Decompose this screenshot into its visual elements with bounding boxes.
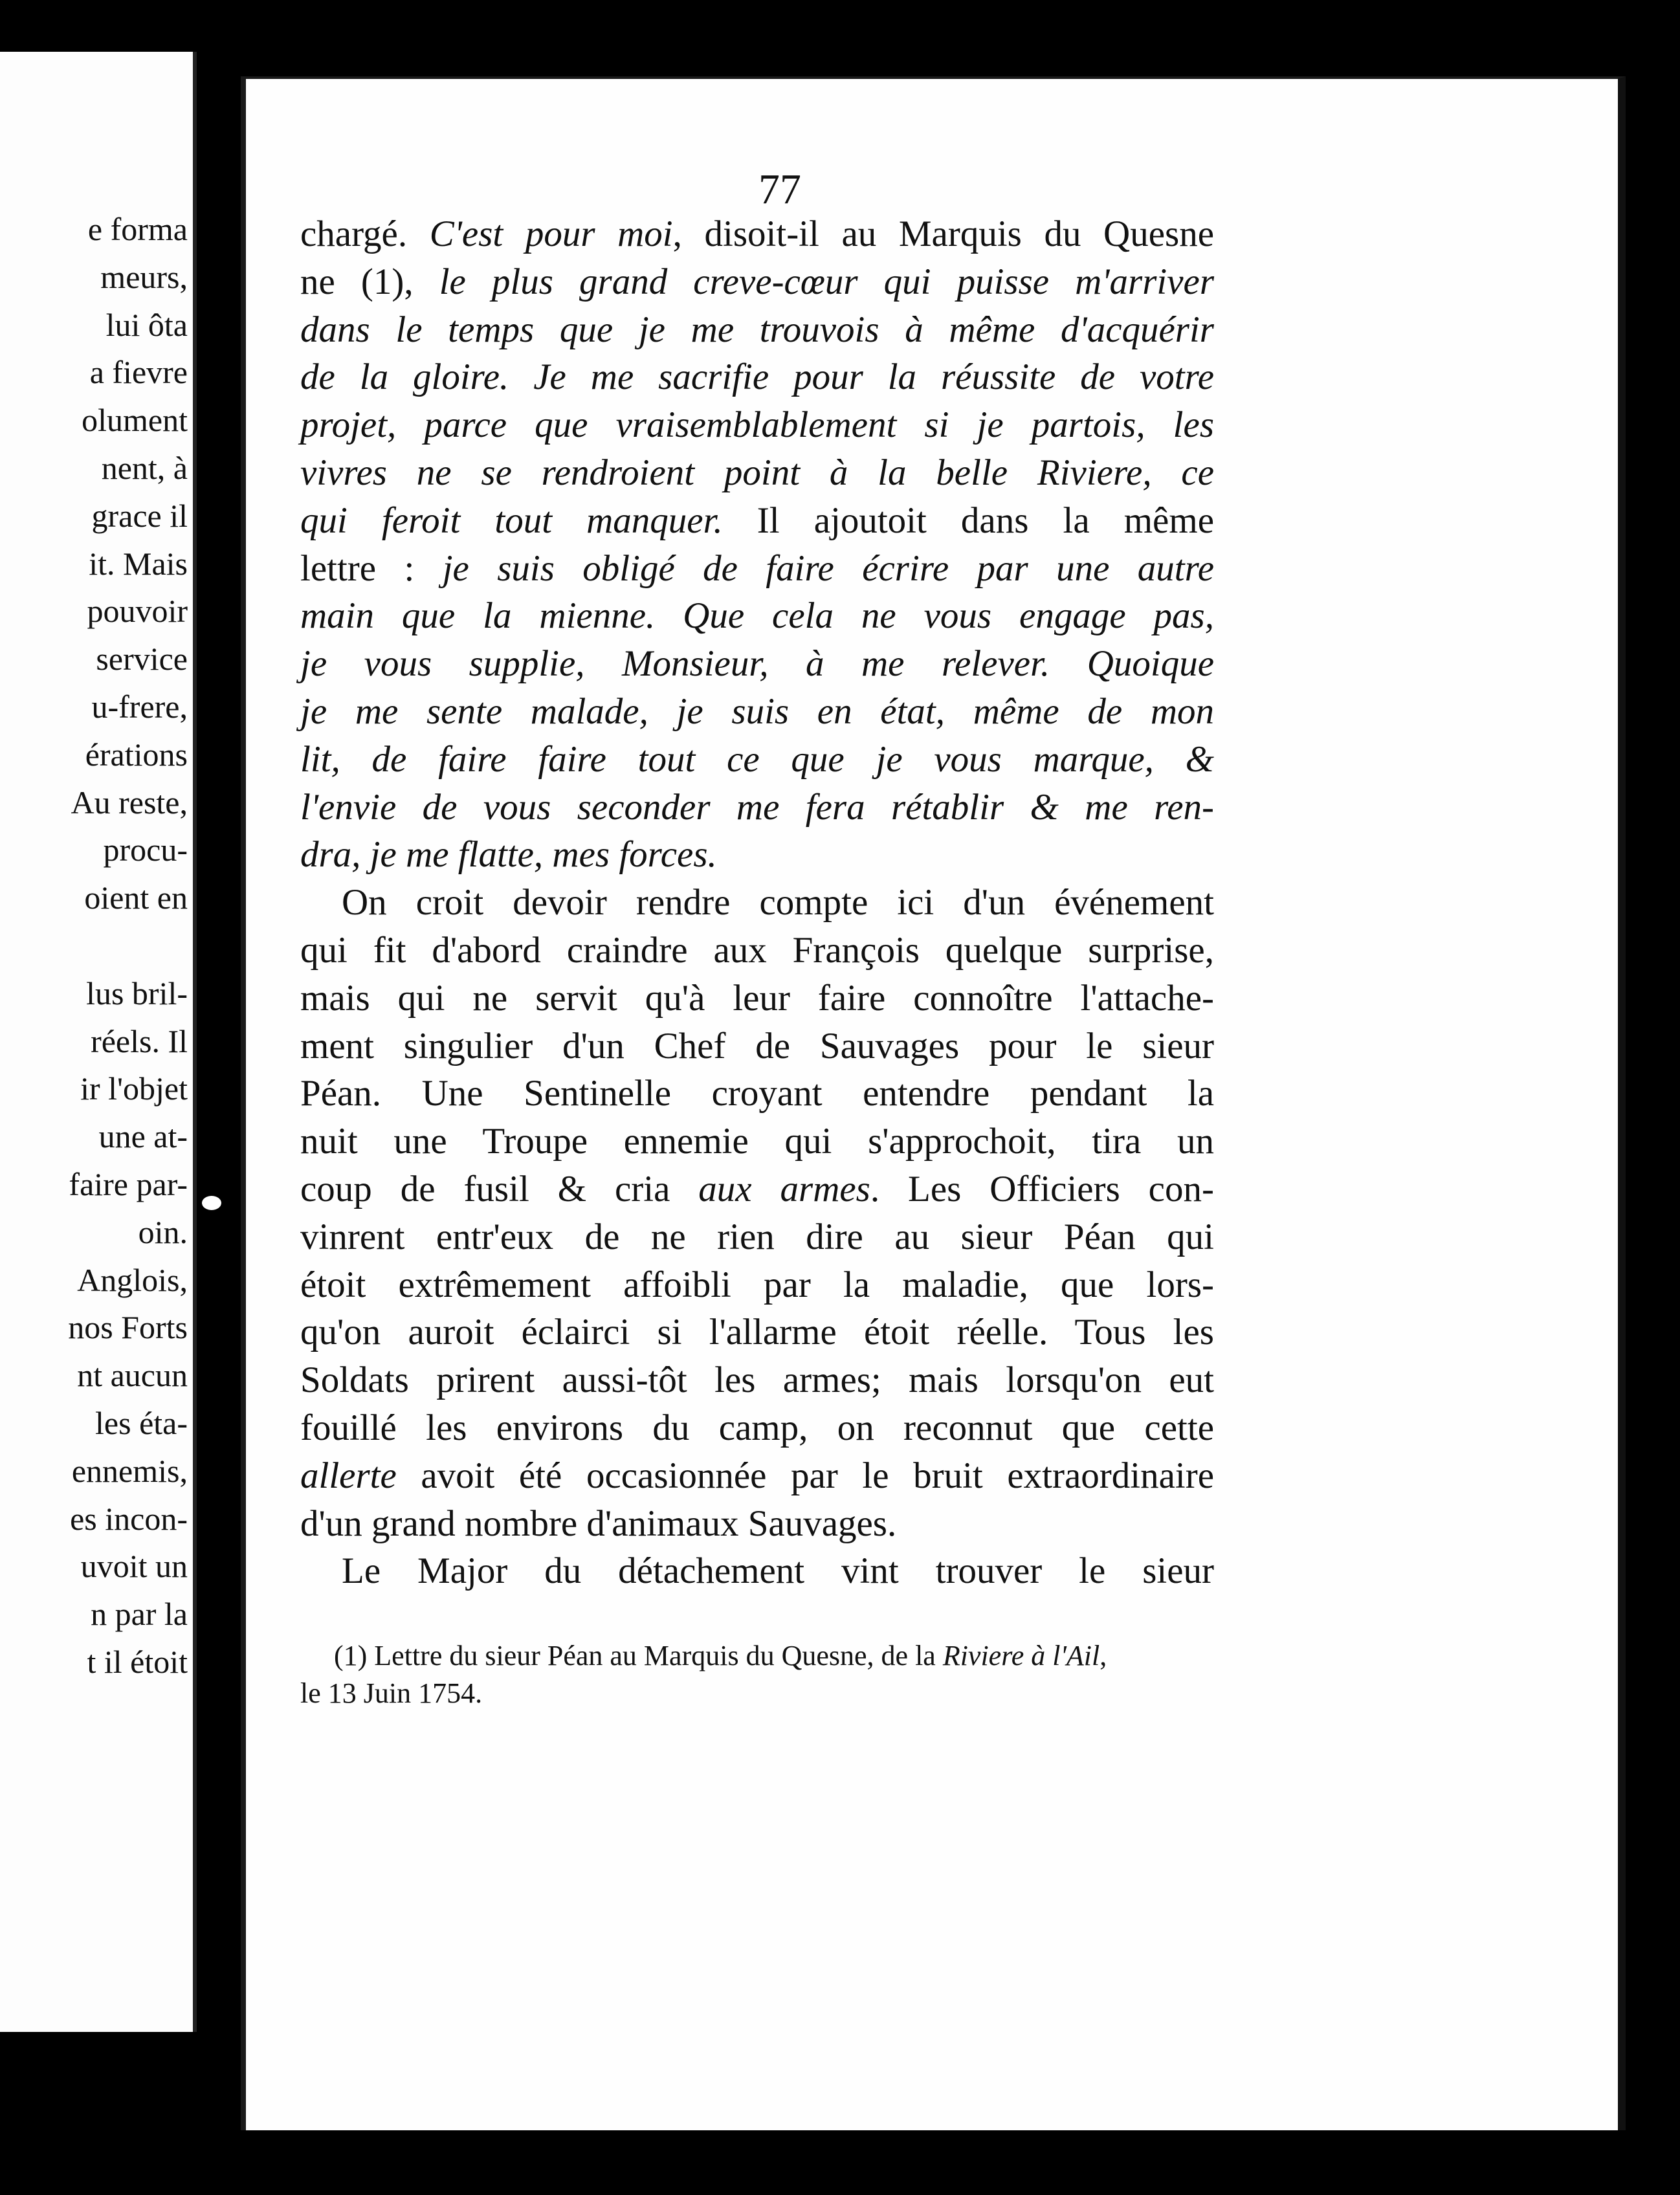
text-line <box>300 1452 1214 1500</box>
text-run: lettre : <box>300 547 443 589</box>
text-run: avoit été occasionnée par le bruit extraordinaire <box>396 1455 1214 1496</box>
left-page-line: réels. Il <box>91 1022 188 1059</box>
text-run: ment singulier d'un Chef de Sauvages pour le sieur <box>300 1025 1214 1066</box>
left-page-line: e forma <box>87 211 188 247</box>
italic-run: je suis obligé de faire écrire par une autre <box>442 547 1214 589</box>
left-page-line: ir l'objet <box>80 1070 188 1107</box>
text-line <box>300 1547 1214 1595</box>
left-page-line: oin. <box>138 1213 188 1250</box>
body-text <box>300 210 1214 1595</box>
left-page-line: u-frere, <box>91 688 188 725</box>
text-line <box>300 1022 1214 1070</box>
text-run: ne (1), <box>300 261 439 302</box>
text-run: chargé. <box>300 214 430 254</box>
text-run: mais qui ne servit qu'à leur faire connoître l'attache- <box>300 977 1214 1019</box>
text-run: vinrent entr'eux de ne rien dire au sieur Péan qui <box>300 1216 1214 1257</box>
left-page-line: Au reste, <box>71 784 188 821</box>
text-line <box>300 879 1214 927</box>
left-page-line: pouvoir <box>87 593 188 630</box>
left-page-line <box>68 922 188 970</box>
italic-run: lit, de faire faire tout ce que je vous marque, & <box>300 738 1214 780</box>
left-page-line: service <box>96 641 188 678</box>
text-run: Il ajoutoit dans la même <box>722 500 1214 541</box>
text-line <box>300 1070 1214 1118</box>
italic-run: je me sente malade, je suis en état, même de mon <box>300 690 1214 732</box>
text-line <box>300 1637 1214 1675</box>
left-page-line: les éta- <box>95 1404 188 1441</box>
text-line <box>300 210 1214 258</box>
text-line <box>300 401 1214 449</box>
right-page <box>241 76 1626 2130</box>
text-line <box>300 736 1214 784</box>
text-run: , disoit-il au Marquis du Quesne <box>672 214 1214 254</box>
text-run: On croit devoir rendre compte ici d'un événement <box>342 882 1214 923</box>
italic-run: main que la mienne. Que cela ne vous engage pas, <box>300 595 1214 637</box>
left-page-line: lus bril- <box>86 975 188 1011</box>
text-line <box>300 1308 1214 1356</box>
text-line <box>300 1404 1214 1452</box>
italic-run: de la gloire. Je me sacrifie pour la réussite de votre <box>300 357 1214 398</box>
text-run: qui fit d'abord craindre aux François quelque surprise, <box>300 929 1214 971</box>
left-page-line: it. Mais <box>89 545 188 582</box>
left-page-line: olument <box>82 402 188 439</box>
text-line <box>300 258 1214 306</box>
text-line <box>300 306 1214 354</box>
text-line <box>300 545 1214 593</box>
italic-run: vivres ne se rendroient point à la belle Riviere, ce <box>300 452 1214 493</box>
italic-run: Riviere à l'Ail <box>942 1640 1100 1671</box>
left-page-line: t il étoit <box>87 1643 188 1680</box>
text-run: Le Major du détachement vint trouver le sieur <box>342 1550 1214 1592</box>
left-page-line: uvoit un <box>80 1548 188 1585</box>
text-run: Soldats prirent aussi-tôt les armes; mais lorsqu'on eut <box>300 1360 1214 1401</box>
footnote <box>300 1637 1214 1712</box>
text-line <box>300 975 1214 1022</box>
left-page-line: procu- <box>103 832 188 868</box>
text-run: étoit extrêmement affoibli par la maladie, que lors- <box>300 1264 1214 1305</box>
italic-run: l'envie de vous seconder me fera rétablir & me ren- <box>300 786 1214 828</box>
left-page-line: ennemis, <box>71 1452 188 1489</box>
left-page-line: oient en <box>84 879 188 916</box>
left-page-line: meurs, <box>100 258 188 295</box>
text-run: fouillé les environs du camp, on reconnut que cette <box>300 1407 1214 1448</box>
text-line <box>300 927 1214 975</box>
left-page-line: érations <box>85 736 188 773</box>
text-line <box>300 1500 1214 1548</box>
left-page-line: Anglois, <box>77 1261 188 1298</box>
text-line <box>300 1118 1214 1165</box>
left-page-line: a fievre <box>89 354 188 391</box>
italic-run: dans le temps que je me trouvois à même d'acquérir <box>300 309 1214 350</box>
left-page-line: nent, à <box>101 449 188 486</box>
text-line <box>300 497 1214 545</box>
text-line <box>300 688 1214 736</box>
italic-run: dra, je me flatte, mes forces. <box>300 834 717 876</box>
text-line <box>300 353 1214 401</box>
left-page-line: lui ôta <box>105 306 188 343</box>
left-page-line: nt aucun <box>77 1357 188 1394</box>
text-line <box>300 1356 1214 1404</box>
text-line <box>300 1213 1214 1261</box>
text-line <box>300 449 1214 497</box>
left-page <box>0 52 197 2032</box>
left-page-text <box>68 206 188 1686</box>
text-run: nuit une Troupe ennemie qui s'approchoit, tira un <box>300 1121 1214 1162</box>
page-number: 77 <box>758 166 801 213</box>
left-page-line: une at- <box>98 1118 188 1155</box>
text-line <box>300 784 1214 832</box>
left-page-line: es incon- <box>70 1500 188 1537</box>
italic-run: le plus grand creve-cœur qui puisse m'arriver <box>439 261 1214 302</box>
left-page-line: faire par- <box>69 1165 188 1202</box>
italic-run: aux armes <box>698 1168 870 1209</box>
left-page-line: n par la <box>91 1596 188 1633</box>
text-line <box>300 831 1214 879</box>
text-run: coup de fusil & cria <box>300 1168 699 1209</box>
left-page-line: grace il <box>91 497 188 534</box>
italic-run: je vous supplie, Monsieur, à me relever. Quoique <box>300 643 1214 685</box>
text-run: (1) Lettre du sieur Péan au Marquis du Quesne, de la <box>334 1640 943 1671</box>
text-line <box>300 1165 1214 1213</box>
left-page-line: nos Forts <box>68 1309 188 1346</box>
text-run: qu'on auroit éclairci si l'allarme étoit réelle. Tous les <box>300 1312 1214 1353</box>
italic-run: allerte <box>300 1455 397 1496</box>
text-run: d'un grand nombre d'animaux Sauvages. <box>300 1503 897 1544</box>
punch-hole-speck <box>202 1196 221 1210</box>
text-line <box>300 1675 1214 1712</box>
italic-run: C'est pour moi <box>429 214 673 254</box>
text-run: Péan. Une Sentinelle croyant entendre pendant la <box>300 1073 1214 1114</box>
italic-run: qui feroit tout manquer. <box>300 500 723 541</box>
text-run: , <box>1100 1640 1107 1671</box>
text-run: le 13 Juin 1754. <box>300 1677 483 1709</box>
text-run: . Les Officiers con- <box>870 1168 1214 1209</box>
text-line <box>300 592 1214 640</box>
italic-run: projet, parce que vraisemblablement si je partois, les <box>300 404 1214 446</box>
text-line <box>300 640 1214 688</box>
text-line <box>300 1261 1214 1309</box>
